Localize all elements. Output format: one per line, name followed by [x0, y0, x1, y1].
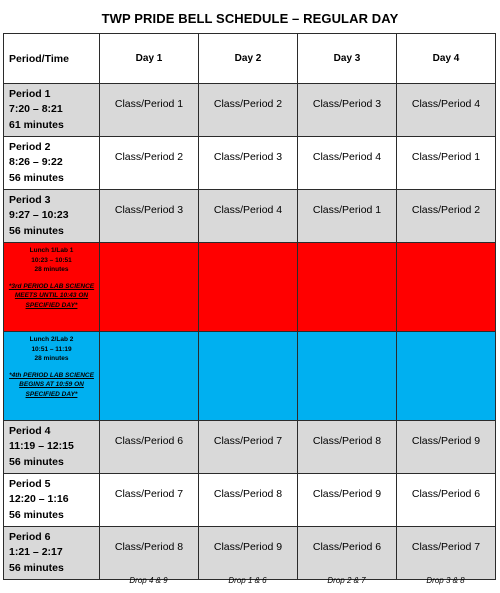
period-row-6	[4, 527, 496, 580]
lunch-cell	[100, 243, 199, 332]
period-label: Period 3 9:27 – 10:23 56 minutes	[4, 190, 100, 243]
day-header: Day 2	[199, 34, 298, 84]
lab-note: *4th PERIOD LAB SCIENCE BEGINS AT 10:59 ON SPECIFIED DAY*	[9, 371, 94, 398]
period-label: Period 6 1:21 – 2:17 56 minutes	[4, 527, 100, 580]
drop-label: Drop 1 & 6	[228, 576, 267, 585]
class-cell: Class/Period 3	[199, 137, 298, 190]
class-cell: Class/Period 7	[397, 527, 496, 580]
class-cell: Class/Period 2	[397, 190, 496, 243]
period-label: Period 4 11:19 – 12:15 56 minutes	[4, 421, 100, 474]
period-row-4	[4, 421, 496, 474]
class-cell: Class/Period 9	[298, 474, 397, 527]
period-row-1	[4, 84, 496, 137]
drop-label: Drop 2 & 7	[327, 576, 366, 585]
lunch-cell	[298, 332, 397, 421]
class-cell: Class/Period 2	[100, 137, 199, 190]
day-header: Day 1	[100, 34, 199, 84]
period-row-5	[4, 474, 496, 527]
drop-label: Drop 4 & 9	[129, 576, 168, 585]
period-label: Period 1 7:20 – 8:21 61 minutes	[4, 84, 100, 137]
lunch-cell	[199, 332, 298, 421]
lunch-cell	[199, 243, 298, 332]
drop-label: Drop 3 & 8	[426, 576, 465, 585]
period-time-header: Period/Time	[4, 34, 100, 84]
class-cell: Class/Period 8	[100, 527, 199, 580]
class-cell: Class/Period 2	[199, 84, 298, 137]
class-cell: Class/Period 4	[199, 190, 298, 243]
lunch-cell	[298, 243, 397, 332]
lunch-cell	[397, 243, 496, 332]
class-cell: Class/Period 1	[397, 137, 496, 190]
period-row-2	[4, 137, 496, 190]
period-row-3	[4, 190, 496, 243]
lunch-label: Lunch 1/Lab 1 10:23 – 10:51 28 minutes *3rd PERIOD LAB SCIENCE MEETS UNTIL 10:43 ON SPECIFIED DAY*	[4, 243, 100, 332]
day-header: Day 4	[397, 34, 496, 84]
class-cell: Class/Period 1	[100, 84, 199, 137]
lunch-cell	[100, 332, 199, 421]
lunch-label: Lunch 2/Lab 2 10:51 – 11:19 28 minutes *4th PERIOD LAB SCIENCE BEGINS AT 10:59 ON SPECIFIED DAY*	[4, 332, 100, 421]
class-cell: Class/Period 3	[100, 190, 199, 243]
lunch-row-1	[4, 243, 496, 332]
class-cell: Class/Period 1	[298, 190, 397, 243]
class-cell: Class/Period 6	[100, 421, 199, 474]
class-cell: Class/Period 7	[100, 474, 199, 527]
class-cell: Class/Period 8	[298, 421, 397, 474]
day-header: Day 3	[298, 34, 397, 84]
class-cell: Class/Period 7	[199, 421, 298, 474]
bell-schedule-table	[3, 33, 496, 580]
class-cell: Class/Period 6	[397, 474, 496, 527]
class-cell: Class/Period 4	[298, 137, 397, 190]
class-cell: Class/Period 6	[298, 527, 397, 580]
class-cell: Class/Period 3	[298, 84, 397, 137]
lunch-row-2	[4, 332, 496, 421]
class-cell: Class/Period 4	[397, 84, 496, 137]
class-cell: Class/Period 9	[199, 527, 298, 580]
page-title: TWP PRIDE BELL SCHEDULE – REGULAR DAY	[101, 11, 399, 26]
class-cell: Class/Period 9	[397, 421, 496, 474]
period-label: Period 5 12:20 – 1:16 56 minutes	[4, 474, 100, 527]
header-row	[4, 34, 496, 84]
lunch-cell	[397, 332, 496, 421]
drop-footer	[3, 576, 496, 585]
class-cell: Class/Period 8	[199, 474, 298, 527]
drop-spacer	[3, 576, 99, 585]
period-label: Period 2 8:26 – 9:22 56 minutes	[4, 137, 100, 190]
lab-note: *3rd PERIOD LAB SCIENCE MEETS UNTIL 10:43 ON SPECIFIED DAY*	[8, 282, 95, 309]
